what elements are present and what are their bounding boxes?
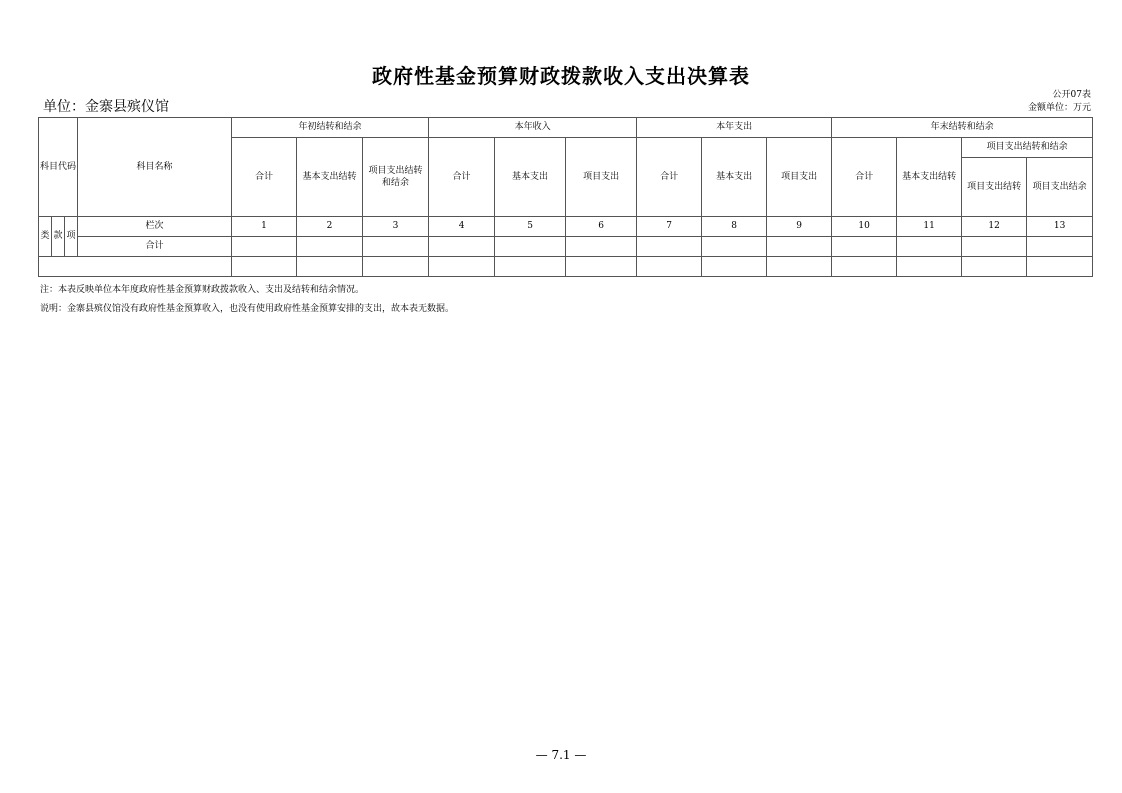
table-cell [637, 237, 702, 257]
empty-row [39, 257, 1093, 277]
table-cell [767, 237, 832, 257]
total-row [39, 237, 1093, 257]
table-cell [566, 237, 637, 257]
table-cell [429, 257, 495, 277]
table-cell [832, 237, 897, 257]
code-col-category: 类 [39, 217, 52, 257]
table-explanation: 说明：金寨县殡仪馆没有政府性基金预算收入，也没有使用政府性基金预算安排的支出，故本表无数据。 [40, 304, 455, 314]
table-cell [897, 237, 962, 257]
col-number: 13 [1027, 217, 1093, 237]
col-number: 7 [637, 217, 702, 237]
unit-label: 单位：金寨县殡仪馆 [43, 99, 169, 115]
group-opening-header: 年初结转和结余 [232, 118, 429, 138]
table-cell [297, 257, 363, 277]
col-number: 11 [897, 217, 962, 237]
col-number: 1 [232, 217, 297, 237]
income-basic-header: 基本支出 [495, 138, 566, 217]
table-cell [767, 257, 832, 277]
col-number: 4 [429, 217, 495, 237]
report-table [38, 117, 1093, 277]
name-header: 科目名称 [78, 118, 232, 217]
col-number: 6 [566, 217, 637, 237]
table-cell [495, 257, 566, 277]
col-number: 12 [962, 217, 1027, 237]
table-cell [832, 257, 897, 277]
table-cell [39, 257, 232, 277]
table-cell [1027, 257, 1093, 277]
total-row-label: 合计 [78, 237, 232, 257]
col-number: 8 [702, 217, 767, 237]
expense-project-header: 项目支出 [767, 138, 832, 217]
closing-total-header: 合计 [832, 138, 897, 217]
table-cell [702, 257, 767, 277]
col-number: 9 [767, 217, 832, 237]
closing-project-balance-header: 项目支出结余 [1027, 158, 1093, 217]
row-label-column-no: 栏次 [78, 217, 232, 237]
expense-total-header: 合计 [637, 138, 702, 217]
table-note: 注：本表反映单位本年度政府性基金预算财政拨款收入、支出及结转和结余情况。 [40, 285, 365, 295]
opening-total-header: 合计 [232, 138, 297, 217]
table-cell [566, 257, 637, 277]
table-cell [232, 237, 297, 257]
form-code: 公开07表 [1052, 90, 1091, 100]
income-total-header: 合计 [429, 138, 495, 217]
table-cell [363, 237, 429, 257]
col-number: 2 [297, 217, 363, 237]
code-header: 科目代码 [39, 118, 78, 217]
closing-project-group-header: 项目支出结转和结余 [962, 138, 1093, 158]
table-cell [897, 257, 962, 277]
table-cell [962, 237, 1027, 257]
table-cell [1027, 237, 1093, 257]
table-cell [702, 237, 767, 257]
group-closing-header: 年末结转和结余 [832, 118, 1093, 138]
expense-basic-header: 基本支出 [702, 138, 767, 217]
opening-project-header: 项目支出结转和结余 [363, 138, 429, 217]
col-number: 10 [832, 217, 897, 237]
table-cell [495, 237, 566, 257]
col-number: 5 [495, 217, 566, 237]
table-cell [637, 257, 702, 277]
table-cell [962, 257, 1027, 277]
code-col-section: 款 [52, 217, 65, 257]
closing-basic-header: 基本支出结转 [897, 138, 962, 217]
income-project-header: 项目支出 [566, 138, 637, 217]
table-cell [297, 237, 363, 257]
closing-project-carryover-header: 项目支出结转 [962, 158, 1027, 217]
table-cell [429, 237, 495, 257]
code-col-item: 项 [65, 217, 78, 257]
group-expense-header: 本年支出 [637, 118, 832, 138]
page-number: — 7.1 — [535, 748, 587, 762]
table-cell [232, 257, 297, 277]
opening-basic-header: 基本支出结转 [297, 138, 363, 217]
group-income-header: 本年收入 [429, 118, 637, 138]
amount-unit-label: 金额单位：万元 [1027, 103, 1091, 113]
table-cell [363, 257, 429, 277]
col-number: 3 [363, 217, 429, 237]
report-title: 政府性基金预算财政拨款收入支出决算表 [372, 64, 750, 88]
